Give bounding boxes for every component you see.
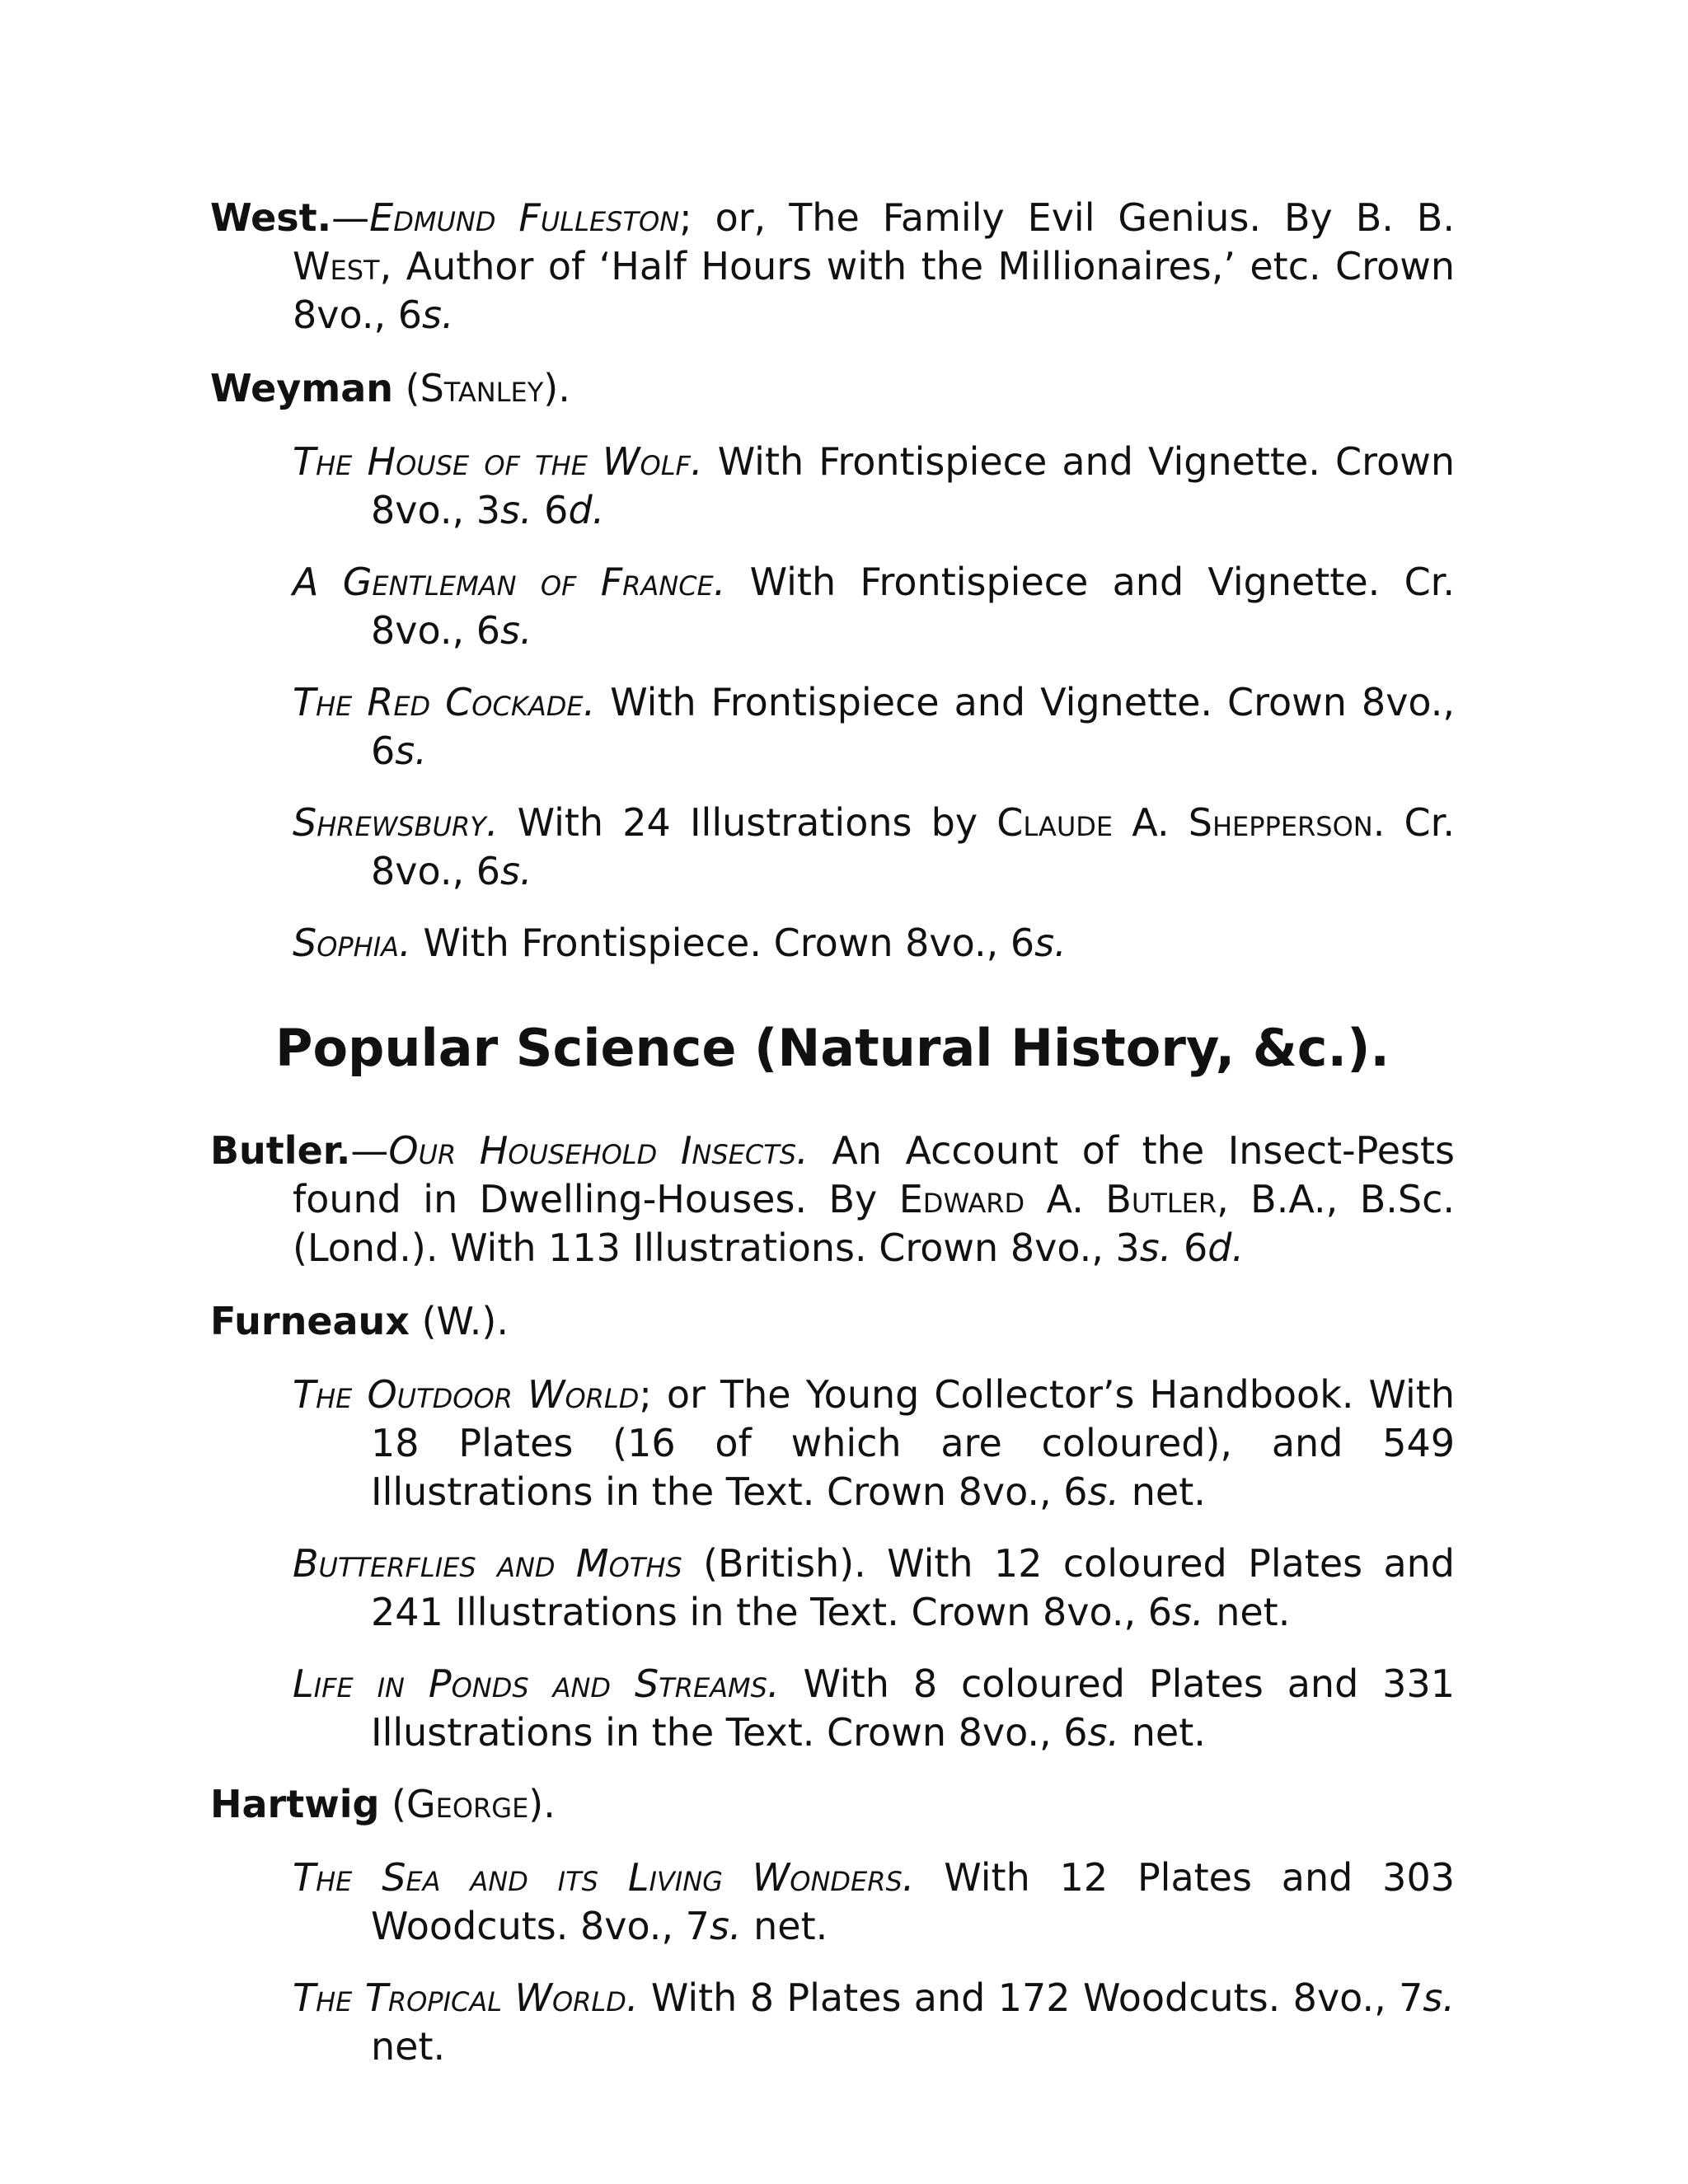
section-heading: Popular Science (Natural History, &c.).	[275, 1018, 1390, 1078]
book-title: Life in Ponds and Streams.	[293, 1661, 780, 1706]
book-entry: The Sea and its Living Wonders. With 12 Plates and 303 Woodcuts. 8vo., 7s. net.	[293, 1855, 1455, 1948]
book-entry: Butterflies and Moths (British). With 12 coloured Plates and 241 Illustrations in the Text. Crown 8vo., 6s. net.	[293, 1541, 1455, 1634]
book-entry: Life in Ponds and Streams. With 8 coloured Plates and 331 Illustrations in the Text. Crown 8vo., 6s. net.	[293, 1661, 1455, 1755]
entry-butler: Butler.—Our Household Insects. An Account of the Insect-Pests found in Dwelling-Houses. By Edward A. Butler, B.A., B.Sc. (Lond.). With 113 Illustrations. Crown 8vo., 3s. 6d.	[210, 1128, 1455, 1270]
author-name: Butler.	[210, 1128, 351, 1173]
book-entry: The Red Cockade. With Frontispiece and Vignette. Crown 8vo., 6s.	[293, 680, 1455, 773]
entry-hartwig: Hartwig (George).	[210, 1782, 556, 1826]
book-title: Our Household Insects.	[388, 1128, 809, 1173]
entry-furneaux: Furneaux (W.).	[210, 1299, 509, 1343]
entry-weyman: Weyman (Stanley).	[210, 366, 570, 410]
book-entry: The Tropical World. With 8 Plates and 172 Woodcuts. 8vo., 7s. net.	[293, 1975, 1456, 2069]
author-name: Weyman	[210, 366, 394, 410]
book-entry: Sophia. With Frontispiece. Crown 8vo., 6s.	[293, 921, 1067, 965]
book-title: Shrewsbury.	[293, 800, 499, 845]
book-entry: The Outdoor World; or The Young Collector’s Handbook. With 18 Plates (16 of which are coloured), and 549 Illustrations in the Text. Crown 8vo., 6s. net.	[293, 1372, 1455, 1514]
book-title: Butterflies and Moths	[293, 1541, 682, 1586]
document-page	[210, 194, 1455, 2094]
entry-west: West.—Edmund Fulleston; or, The Family Evil Genius. By B. B. West, Author of ‘Half Hours with the Millionaires,’ etc. Crown 8vo., 6s.	[210, 195, 1455, 337]
book-title: Edmund Fulleston	[369, 195, 680, 240]
book-title: The Outdoor World	[293, 1372, 640, 1417]
book-title: The Tropical World.	[293, 1975, 639, 2020]
book-title: Sophia.	[293, 921, 411, 965]
book-title: The Red Cockade.	[293, 680, 596, 724]
book-entry: The House of the Wolf. With Frontispiece and Vignette. Crown 8vo., 3s. 6d.	[293, 439, 1455, 532]
book-entry: Shrewsbury. With 24 Illustrations by Claude A. Shepperson. Cr. 8vo., 6s.	[293, 800, 1455, 893]
book-title: A Gentleman of France.	[293, 560, 726, 604]
author-name: West.	[210, 195, 332, 240]
book-entry: A Gentleman of France. With Frontispiece and Vignette. Cr. 8vo., 6s.	[293, 560, 1455, 653]
book-title: The House of the Wolf.	[293, 439, 703, 484]
author-name: Furneaux	[210, 1299, 410, 1343]
book-title: The Sea and its Living Wonders.	[293, 1855, 915, 1900]
author-name: Hartwig	[210, 1782, 380, 1826]
